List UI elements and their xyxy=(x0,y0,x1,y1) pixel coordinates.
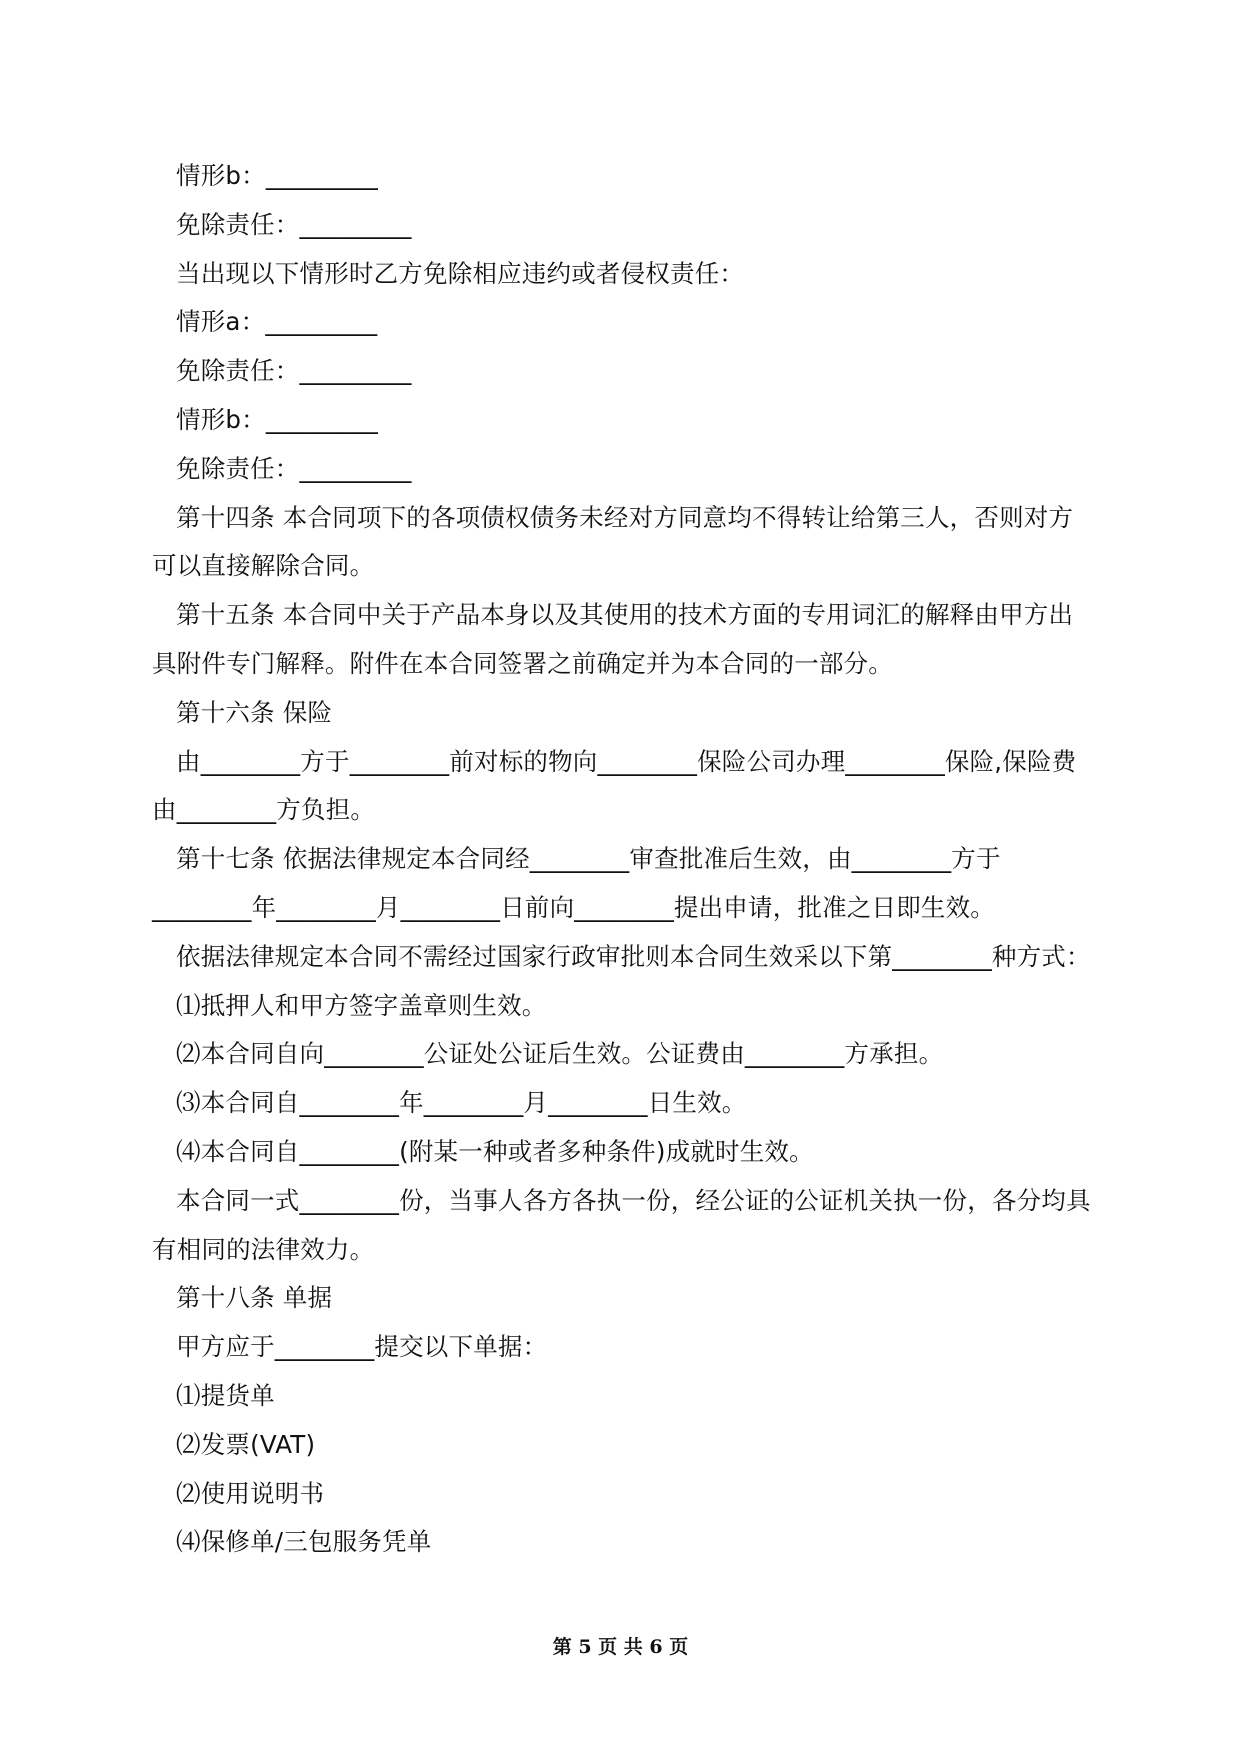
paragraph: 第十四条 本合同项下的各项债权债务未经对方同意均不得转让给第三人，否则对方可以直接解除合同。 xyxy=(152,502,1074,581)
paragraph: ⑷本合同自________(附某一种或者多种条件)成就时生效。 xyxy=(176,1136,814,1166)
paragraph: ⑴抵押人和甲方签字盖章则生效。 xyxy=(176,990,547,1020)
paragraph: 依据法律规定本合同不需经过国家行政审批则本合同生效采以下第________种方式： xyxy=(176,941,1091,971)
paragraph: ⑵本合同自向________公证处公证后生效。公证费由________方承担。 xyxy=(176,1039,944,1069)
paragraph: ⑷保修单/三包服务凭单 xyxy=(176,1527,432,1557)
page-number: 第 5 页 共 6 页 xyxy=(552,1636,689,1658)
paragraph: 当出现以下情形时乙方免除相应违约或者侵权责任： xyxy=(176,258,745,288)
paragraph: 情形a：_________ xyxy=(176,307,378,337)
paragraph: ⑵使用说明书 xyxy=(176,1478,325,1508)
paragraph: 第十八条 单据 xyxy=(176,1283,333,1313)
paragraph: 本合同一式________份，当事人各方各执一份，经公证的公证机关执一份，各分均具有相同的法律效力。 xyxy=(152,1185,1091,1264)
document-body xyxy=(152,152,1092,1567)
paragraph: 由________方于________前对标的物向________保险公司办理________保险,保险费由________方负担。 xyxy=(152,746,1077,825)
paragraph: 免除责任：_________ xyxy=(176,356,412,386)
paragraph: ⑴提货单 xyxy=(176,1380,275,1410)
paragraph: 情形b：_________ xyxy=(176,161,378,190)
paragraph: 免除责任：_________ xyxy=(176,209,412,239)
paragraph: 免除责任：_________ xyxy=(176,453,412,483)
paragraph: 第十六条 保险 xyxy=(176,697,333,727)
paragraph: ⑶本合同自________年________月________日生效。 xyxy=(176,1088,747,1118)
paragraph: 第十七条 依据法律规定本合同经________审查批准后生效，由________方于________年________月________日前向________提出申请，批准之日即生效。 xyxy=(152,844,1001,922)
paragraph: 甲方应于________提交以下单据： xyxy=(176,1332,548,1362)
paragraph: 第十五条 本合同中关于产品本身以及其使用的技术方面的专用词汇的解释由甲方出具附件专门解释。附件在本合同签署之前确定并为本合同的一部分。 xyxy=(152,600,1074,678)
paragraph: 情形b：_________ xyxy=(176,404,378,434)
paragraph: ⑵发票(VAT) xyxy=(176,1429,316,1459)
